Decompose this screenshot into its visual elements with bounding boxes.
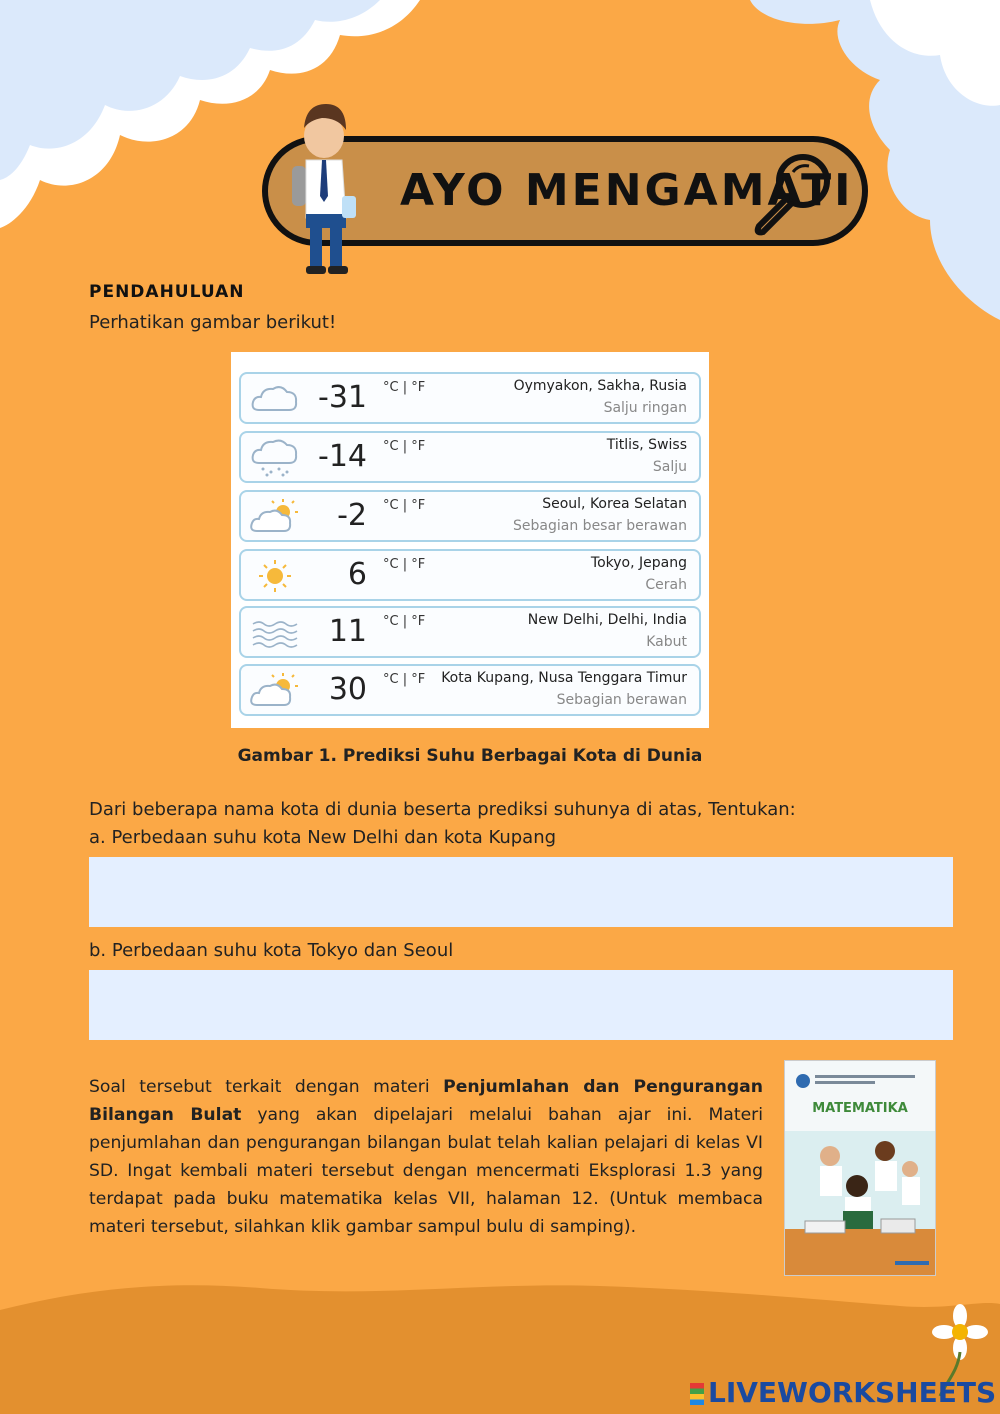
intro-text: Perhatikan gambar berikut! <box>89 312 337 333</box>
snow-cloud-icon <box>249 439 301 477</box>
weather-row: 6 °C | °F Tokyo, Jepang Cerah <box>239 549 701 601</box>
material-paragraph: Soal tersebut terkait dengan materi Penjumlahan dan Pengurangan Bilangan Bulat yang akan dipelajari melalui bahan ajar ini. Materi penjumlahan dan pengurangan bilangan bulat telah kalian pelajari di kelas VI SD. Ingat kembali materi tersebut dengan mencermati Eksplorasi 1.3 yang terdapat pada buku matematika kelas VII, halaman 12. (Untuk membaca materi tersebut, silahkan klik gambar sampul bulu di samping). <box>89 1077 763 1237</box>
weather-row: 11 °C | °F New Delhi, Delhi, India Kabut <box>239 606 701 658</box>
material-topic: Penjumlahan dan Pengurangan Bilangan Bulat <box>89 1077 763 1125</box>
liveworksheets-logo-icon <box>690 1383 704 1405</box>
figure-caption: Gambar 1. Prediksi Suhu Berbagai Kota di Dunia <box>237 746 703 766</box>
magnifier-icon <box>745 146 845 241</box>
book-title: MATEMATIKA <box>812 1101 908 1116</box>
question-prompt: Dari beberapa nama kota di dunia beserta prediksi suhunya di atas, Tentukan: <box>89 799 796 820</box>
weather-row: 30 °C | °F Kota Kupang, Nusa Tenggara Timur Sebagian berawan <box>239 664 701 716</box>
partly-cloudy-icon <box>249 672 301 710</box>
book-cover-illustration <box>785 1061 935 1275</box>
cloud-icon <box>249 380 301 418</box>
weather-row: -2 °C | °F Seoul, Korea Selatan Sebagian besar berawan <box>239 490 701 542</box>
weather-forecast-image <box>231 352 709 728</box>
liveworksheets-logo[interactable]: LIVEWORKSHEETS <box>690 1376 996 1409</box>
sun-icon <box>249 557 301 595</box>
section-heading: PENDAHULUAN <box>89 282 245 302</box>
question-b: b. Perbedaan suhu kota Tokyo dan Seoul <box>89 940 454 961</box>
answer-b-input[interactable] <box>89 970 953 1040</box>
page-title: AYO MENGAMATI <box>400 165 854 216</box>
student-illustration <box>282 96 372 278</box>
book-cover-link[interactable] <box>784 1060 936 1276</box>
weather-row: -14 °C | °F Titlis, Swiss Salju <box>239 431 701 483</box>
question-a: a. Perbedaan suhu kota New Delhi dan kota Kupang <box>89 827 557 848</box>
partly-cloudy-icon <box>249 498 301 536</box>
answer-a-input[interactable] <box>89 857 953 927</box>
weather-row: -31 °C | °F Oymyakon, Sakha, Rusia Salju ringan <box>239 372 701 424</box>
fog-icon <box>249 614 301 652</box>
